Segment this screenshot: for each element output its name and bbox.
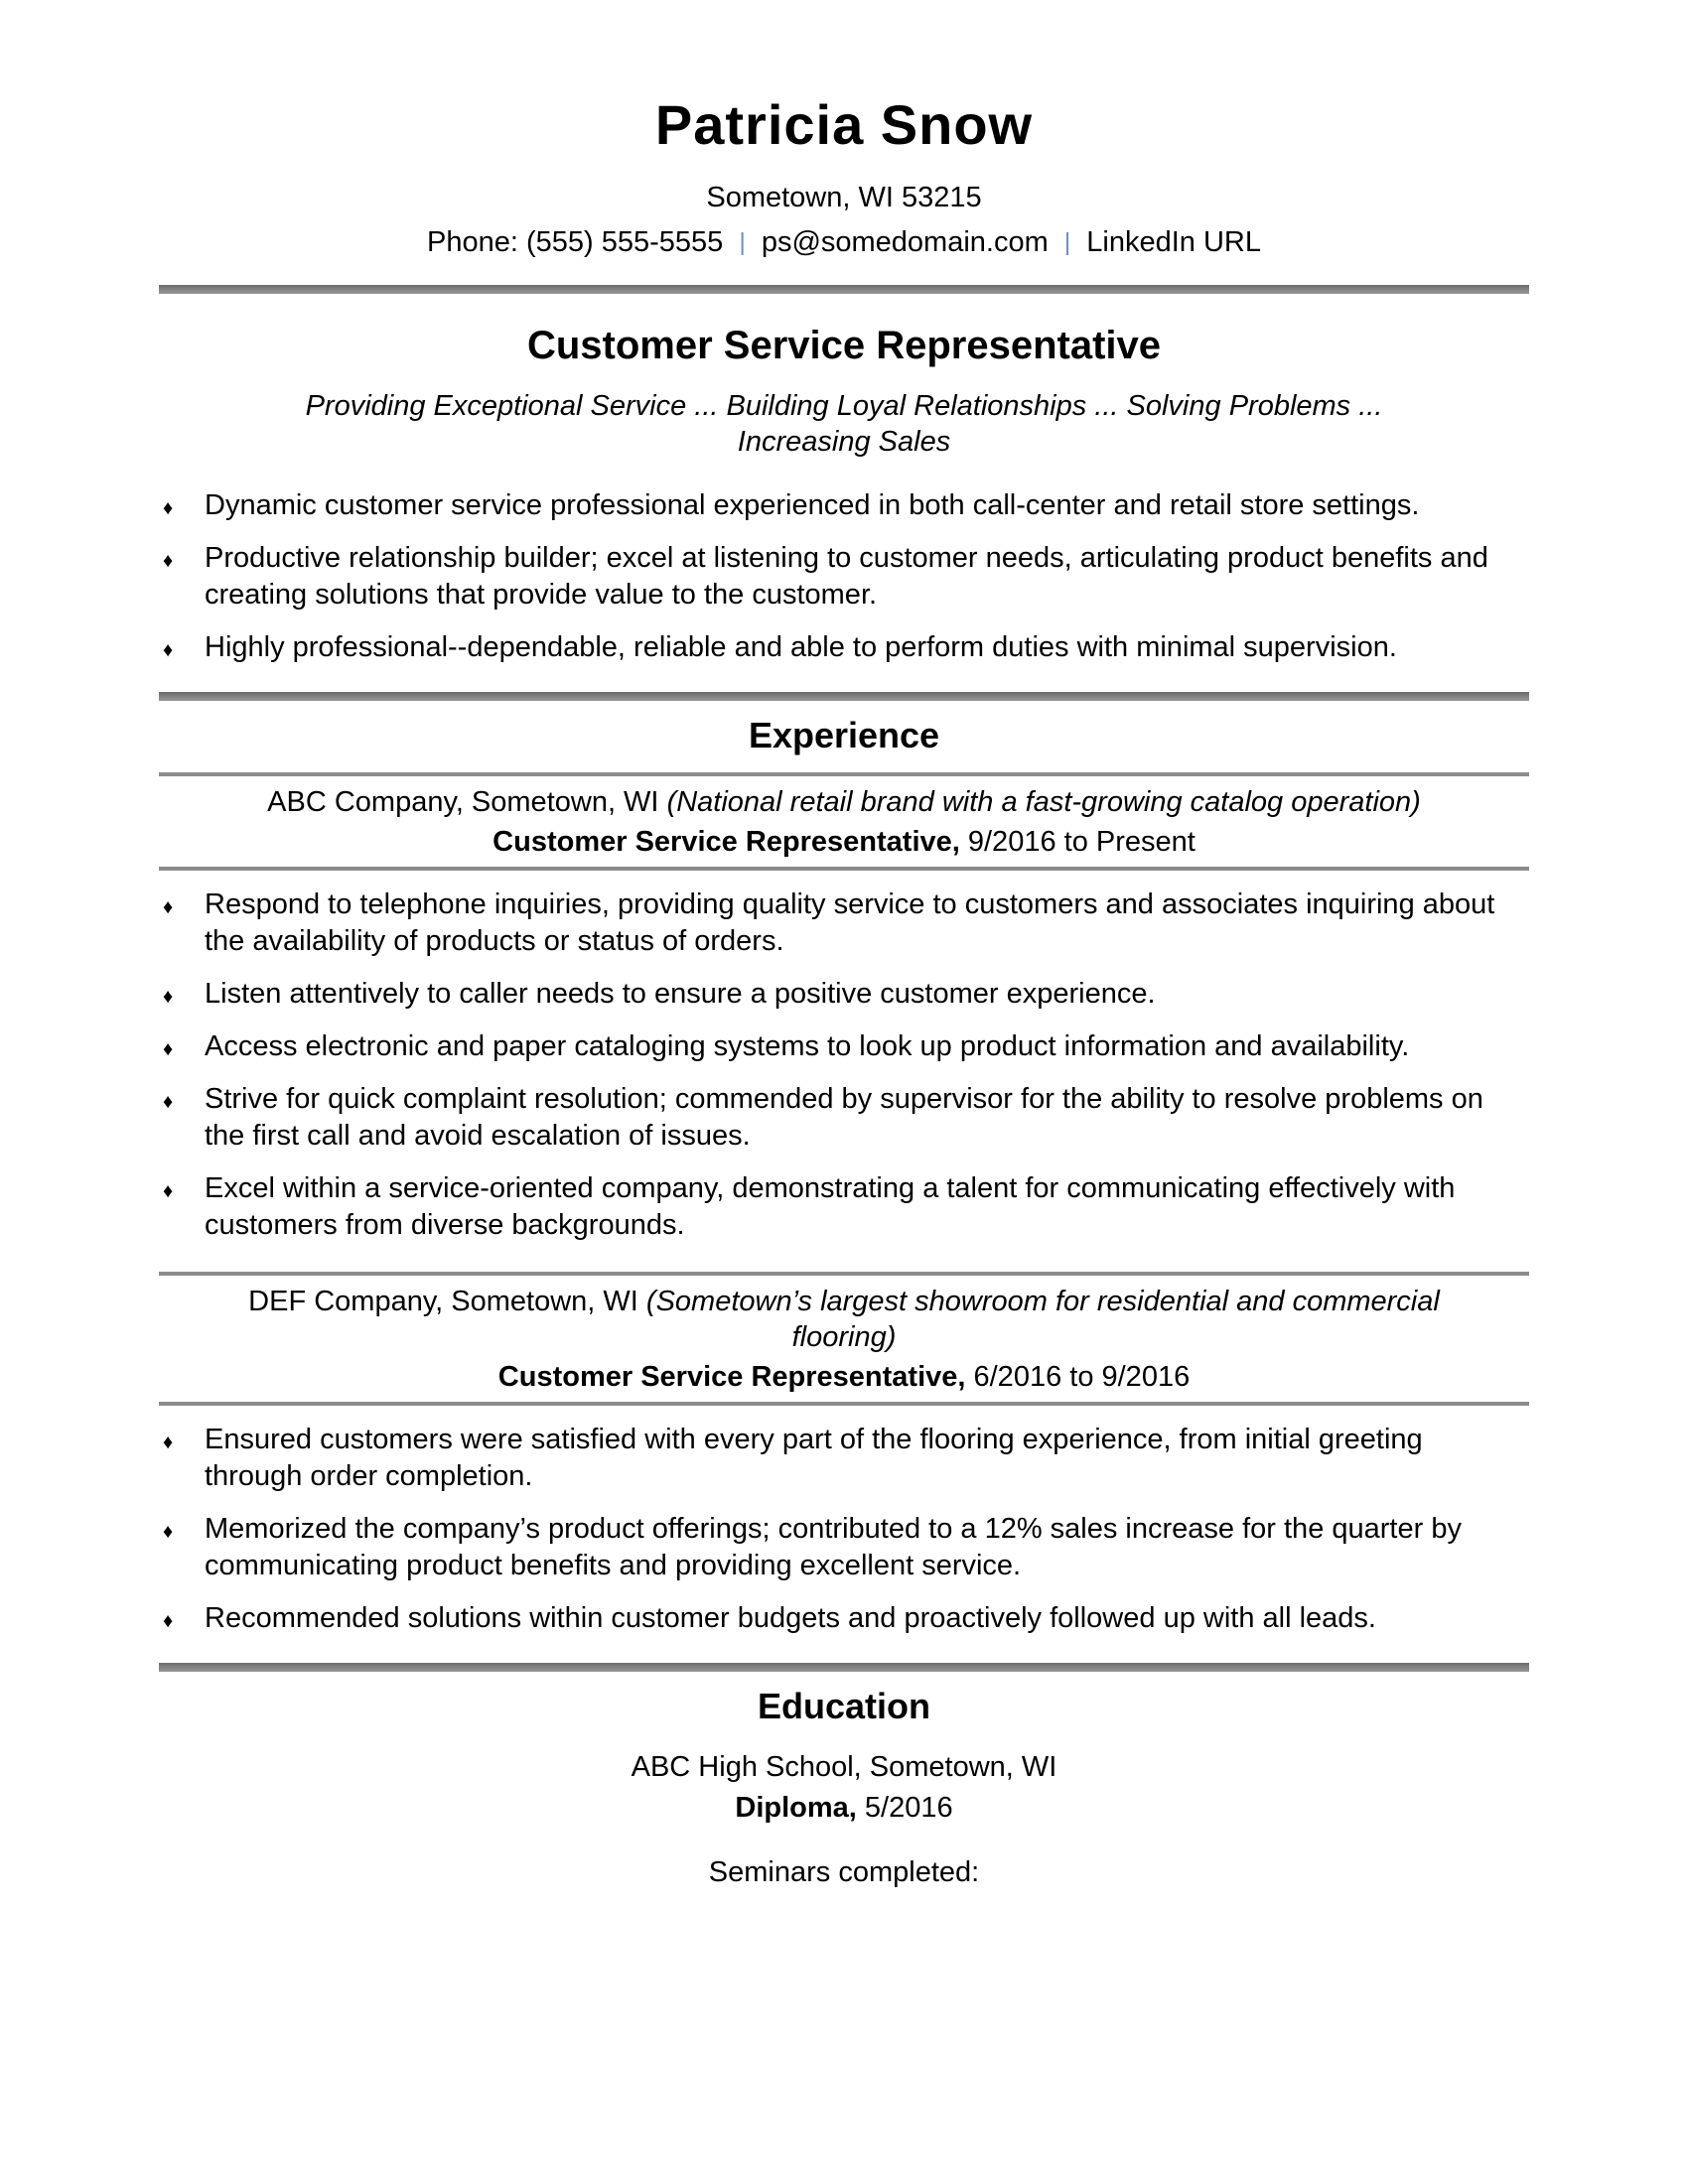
- job-title: Customer Service Representative,: [497, 1360, 966, 1393]
- list-item: [159, 1511, 1495, 1584]
- list-item: [159, 887, 1495, 960]
- degree-date: 5/2016: [864, 1791, 953, 1824]
- seminars-label: Seminars completed:: [708, 1855, 980, 1888]
- job-title-line: [159, 1361, 1529, 1394]
- list-item: [159, 629, 1495, 666]
- list-item: [159, 487, 1495, 524]
- list-item: [159, 1028, 1495, 1065]
- diamond-bullet-icon: ♦: [163, 1090, 174, 1113]
- school-name: ABC High School, Sometown, WI: [631, 1750, 1057, 1783]
- tagline-line: Increasing Sales: [737, 425, 951, 458]
- education-section: [159, 1686, 1529, 1889]
- separator-pipe-icon: |: [1063, 227, 1071, 256]
- degree-name: Diploma,: [735, 1791, 857, 1824]
- divider-thin: [159, 772, 1529, 776]
- list-item: [159, 1081, 1495, 1155]
- section-title-education: Education: [757, 1685, 930, 1726]
- diamond-bullet-icon: ♦: [163, 1609, 174, 1632]
- job-bullet-list: [159, 1422, 1529, 1637]
- diamond-bullet-icon: ♦: [163, 1179, 174, 1202]
- diamond-bullet-icon: ♦: [163, 496, 174, 519]
- job-company-line: [209, 784, 1479, 820]
- list-item: [159, 1170, 1495, 1244]
- divider-thin: [159, 1272, 1529, 1276]
- bullet-text: Highly professional--dependable, reliable and able to perform duties with minimal supervision.: [205, 630, 1397, 663]
- section-title-experience: Experience: [748, 714, 940, 755]
- diamond-bullet-icon: ♦: [163, 1520, 174, 1543]
- company-descriptor: (Sometown’s largest showroom for residential and commercial flooring): [645, 1285, 1440, 1353]
- linkedin-url: LinkedIn URL: [1086, 225, 1261, 258]
- tagline-line: Providing Exceptional Service ... Building Loyal Relationships ... Solving Problems ...: [305, 389, 1383, 422]
- section-divider-thick: [159, 1663, 1529, 1672]
- role-heading: Customer Service Representative: [526, 323, 1162, 367]
- candidate-location: Sometown, WI 53215: [706, 181, 982, 213]
- company-name: DEF Company, Sometown, WI: [248, 1285, 638, 1317]
- bullet-text: Excel within a service-oriented company, demonstrating a talent for communicating effectively with customers from diverse backgrounds.: [205, 1171, 1456, 1241]
- job-company-line: [209, 1284, 1479, 1355]
- tagline: [159, 388, 1529, 460]
- diamond-bullet-icon: ♦: [163, 638, 174, 661]
- bullet-text: Productive relationship builder; excel at listening to customer needs, articulating product benefits and creating solutions that provide value to the customer.: [205, 541, 1488, 611]
- diamond-bullet-icon: ♦: [163, 1037, 174, 1060]
- bullet-text: Access electronic and paper cataloging systems to look up product information and availability.: [205, 1029, 1410, 1062]
- job-bullet-list: [159, 887, 1529, 1244]
- candidate-name: Patricia Snow: [654, 93, 1034, 156]
- list-item: [159, 1422, 1495, 1495]
- bullet-text: Recommended solutions within customer budgets and proactively followed up with all leads.: [205, 1601, 1376, 1634]
- diamond-bullet-icon: ♦: [163, 895, 174, 918]
- diamond-bullet-icon: ♦: [163, 549, 174, 572]
- list-item: [159, 540, 1495, 614]
- bullet-text: Ensured customers were satisfied with every part of the flooring experience, from initial greeting through order completion.: [205, 1423, 1423, 1492]
- bullet-text: Memorized the company’s product offerings; contributed to a 12% sales increase for the quarter by communicating product benefits and providing excellent service.: [205, 1512, 1462, 1581]
- experience-section: [159, 715, 1529, 1637]
- degree-line: [159, 1792, 1529, 1825]
- job-dates: 6/2016 to 9/2016: [973, 1360, 1191, 1393]
- bullet-text: Listen attentively to caller needs to ensure a positive customer experience.: [205, 977, 1156, 1010]
- job-entry: [159, 1284, 1529, 1637]
- separator-pipe-icon: |: [739, 227, 746, 256]
- job-title: Customer Service Representative,: [492, 825, 960, 858]
- list-item: [159, 1600, 1495, 1637]
- diamond-bullet-icon: ♦: [163, 1431, 174, 1453]
- company-descriptor: (National retail brand with a fast-growing catalog operation): [666, 785, 1421, 818]
- profile-section: [159, 324, 1529, 666]
- divider-thin: [159, 1402, 1529, 1406]
- bullet-text: Respond to telephone inquiries, providing quality service to customers and associates inquiring about the availability of products or status of orders.: [205, 887, 1495, 957]
- list-item: [159, 976, 1495, 1013]
- job-entry: [159, 784, 1529, 1244]
- resume-header: [159, 94, 1529, 259]
- bullet-text: Dynamic customer service professional experienced in both call-center and retail store settings.: [205, 488, 1420, 521]
- job-title-line: [159, 826, 1529, 859]
- email-address: ps@somedomain.com: [761, 225, 1049, 258]
- divider-thin: [159, 867, 1529, 871]
- diamond-bullet-icon: ♦: [163, 985, 174, 1008]
- summary-bullet-list: [159, 487, 1529, 666]
- contact-line: [159, 226, 1529, 259]
- job-dates: 9/2016 to Present: [967, 825, 1196, 858]
- bullet-text: Strive for quick complaint resolution; commended by supervisor for the ability to resolve problems on the first call and avoid escalation of issues.: [205, 1082, 1483, 1152]
- company-name: ABC Company, Sometown, WI: [267, 785, 659, 818]
- phone-number: Phone: (555) 555-5555: [427, 225, 724, 258]
- section-divider-thick: [159, 692, 1529, 701]
- section-divider-thick: [159, 285, 1529, 294]
